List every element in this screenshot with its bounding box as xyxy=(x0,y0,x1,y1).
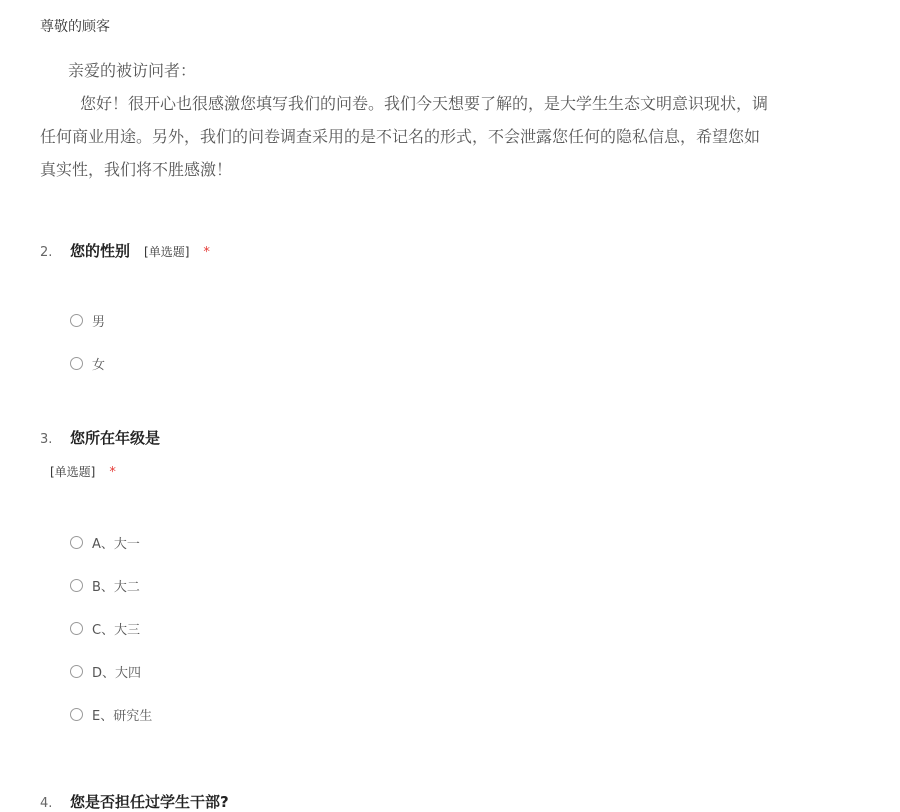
radio-circle-icon[interactable] xyxy=(70,314,83,327)
question-title xyxy=(40,240,210,261)
intro-line-3: 真实性，我们将不胜感激！ xyxy=(40,160,233,179)
option-label: B、大二 xyxy=(92,580,140,595)
radio-option[interactable] xyxy=(70,354,105,373)
option-label: C、大三 xyxy=(92,623,141,638)
option-label: A、大一 xyxy=(92,537,140,552)
option-label: E、研究生 xyxy=(92,709,153,724)
option-label: 女 xyxy=(92,358,106,373)
option-label: 男 xyxy=(92,315,106,330)
intro-section xyxy=(40,54,900,186)
required-marker: * xyxy=(109,465,116,480)
question-text: 您所在年级是 xyxy=(70,429,161,447)
required-marker: * xyxy=(203,245,210,260)
radio-option[interactable] xyxy=(70,705,152,724)
question-type-badge: [单选题] xyxy=(50,465,96,479)
question-text: 您的性别 xyxy=(70,242,131,260)
question-title xyxy=(40,427,160,448)
question-type-line xyxy=(50,463,116,480)
radio-circle-icon[interactable] xyxy=(70,536,83,549)
intro-line-2: 任何商业用途。另外，我们的问卷调查采用的是不记名的形式，不会泄露您任何的隐私信息，希望您如 xyxy=(40,127,761,146)
question-number: 2. xyxy=(40,245,53,260)
question-number: 3. xyxy=(40,432,53,447)
question-text: 您是否担任过学生干部? xyxy=(70,793,229,811)
radio-circle-icon[interactable] xyxy=(70,708,83,721)
option-label: D、大四 xyxy=(92,666,142,681)
question-title xyxy=(40,791,229,812)
radio-option[interactable] xyxy=(70,619,140,638)
intro-line-1: 您好！很开心也很感激您填写我们的问卷。我们今天想要了解的，是大学生生态文明意识现状，调 xyxy=(80,94,769,113)
radio-option[interactable] xyxy=(70,311,105,330)
radio-circle-icon[interactable] xyxy=(70,357,83,370)
radio-option[interactable] xyxy=(70,662,141,681)
question-number: 4. xyxy=(40,796,53,811)
radio-circle-icon[interactable] xyxy=(70,579,83,592)
greeting-text: 尊敬的顾客 xyxy=(40,19,110,35)
radio-circle-icon[interactable] xyxy=(70,665,83,678)
radio-option[interactable] xyxy=(70,576,140,595)
question-type-badge: [单选题] xyxy=(144,245,190,259)
radio-option[interactable] xyxy=(70,533,140,552)
intro-salutation: 亲爱的被访问者： xyxy=(68,61,197,80)
radio-circle-icon[interactable] xyxy=(70,622,83,635)
